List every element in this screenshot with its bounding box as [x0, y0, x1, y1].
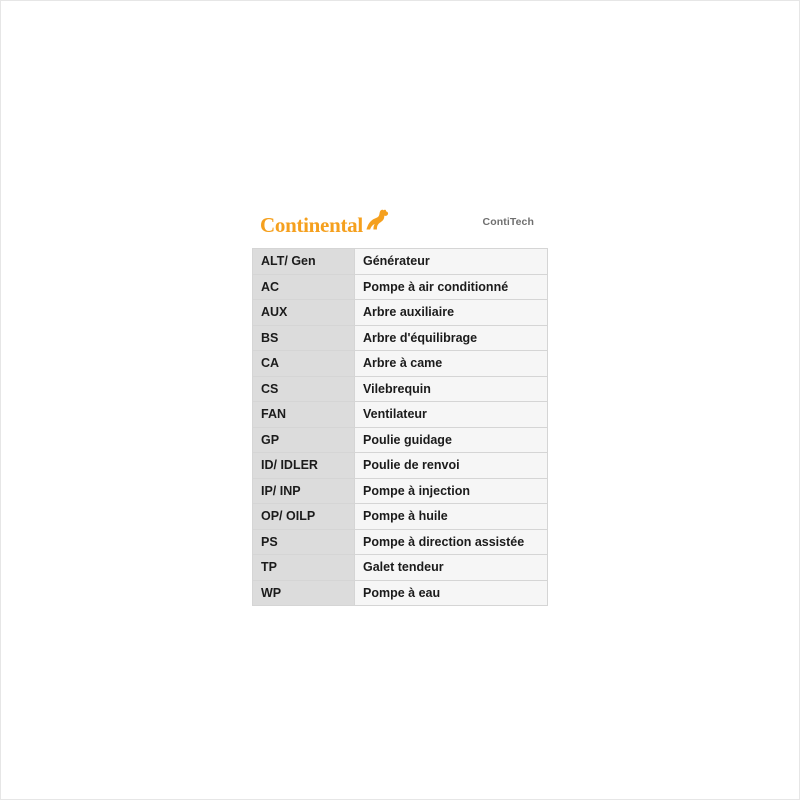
table-row — [253, 504, 548, 530]
abbreviation-description: Pompe à air conditionné — [355, 274, 548, 300]
brand-wordmark: Continental — [260, 212, 363, 237]
horse-logo-icon — [364, 209, 390, 235]
abbreviation-code: OP/ OILP — [253, 504, 355, 530]
abbreviation-code: TP — [253, 555, 355, 581]
abbreviation-code: WP — [253, 580, 355, 606]
abbreviation-description: Arbre à came — [355, 351, 548, 377]
abbreviation-code: ID/ IDLER — [253, 453, 355, 479]
table-row — [253, 325, 548, 351]
table-row — [253, 274, 548, 300]
abbreviation-code: AUX — [253, 300, 355, 326]
brand-header — [252, 196, 548, 248]
contitech-wordmark: ContiTech — [482, 216, 534, 228]
abbreviation-description: Arbre auxiliaire — [355, 300, 548, 326]
abbreviation-description: Arbre d'équilibrage — [355, 325, 548, 351]
table-row — [253, 402, 548, 428]
abbreviation-description: Ventilateur — [355, 402, 548, 428]
table-row — [253, 453, 548, 479]
table-row — [253, 300, 548, 326]
abbreviation-code: ALT/ Gen — [253, 249, 355, 275]
abbreviation-code: CA — [253, 351, 355, 377]
abbreviation-description: Galet tendeur — [355, 555, 548, 581]
table-row — [253, 427, 548, 453]
abbreviation-table — [252, 248, 548, 606]
abbreviation-description: Pompe à direction assistée — [355, 529, 548, 555]
abbreviation-code: GP — [253, 427, 355, 453]
table-row — [253, 351, 548, 377]
abbreviation-description: Vilebrequin — [355, 376, 548, 402]
abbreviation-legend-card — [252, 196, 548, 606]
abbreviation-code: FAN — [253, 402, 355, 428]
abbreviation-code: IP/ INP — [253, 478, 355, 504]
abbreviation-description: Pompe à injection — [355, 478, 548, 504]
table-row — [253, 555, 548, 581]
table-row — [253, 249, 548, 275]
continental-logo — [260, 209, 390, 236]
table-row — [253, 529, 548, 555]
table-row — [253, 478, 548, 504]
table-row — [253, 376, 548, 402]
abbreviation-table-body — [253, 249, 548, 606]
abbreviation-description: Poulie de renvoi — [355, 453, 548, 479]
table-row — [253, 580, 548, 606]
abbreviation-code: BS — [253, 325, 355, 351]
abbreviation-description: Pompe à huile — [355, 504, 548, 530]
abbreviation-description: Générateur — [355, 249, 548, 275]
abbreviation-code: PS — [253, 529, 355, 555]
abbreviation-code: CS — [253, 376, 355, 402]
abbreviation-code: AC — [253, 274, 355, 300]
abbreviation-description: Poulie guidage — [355, 427, 548, 453]
abbreviation-description: Pompe à eau — [355, 580, 548, 606]
